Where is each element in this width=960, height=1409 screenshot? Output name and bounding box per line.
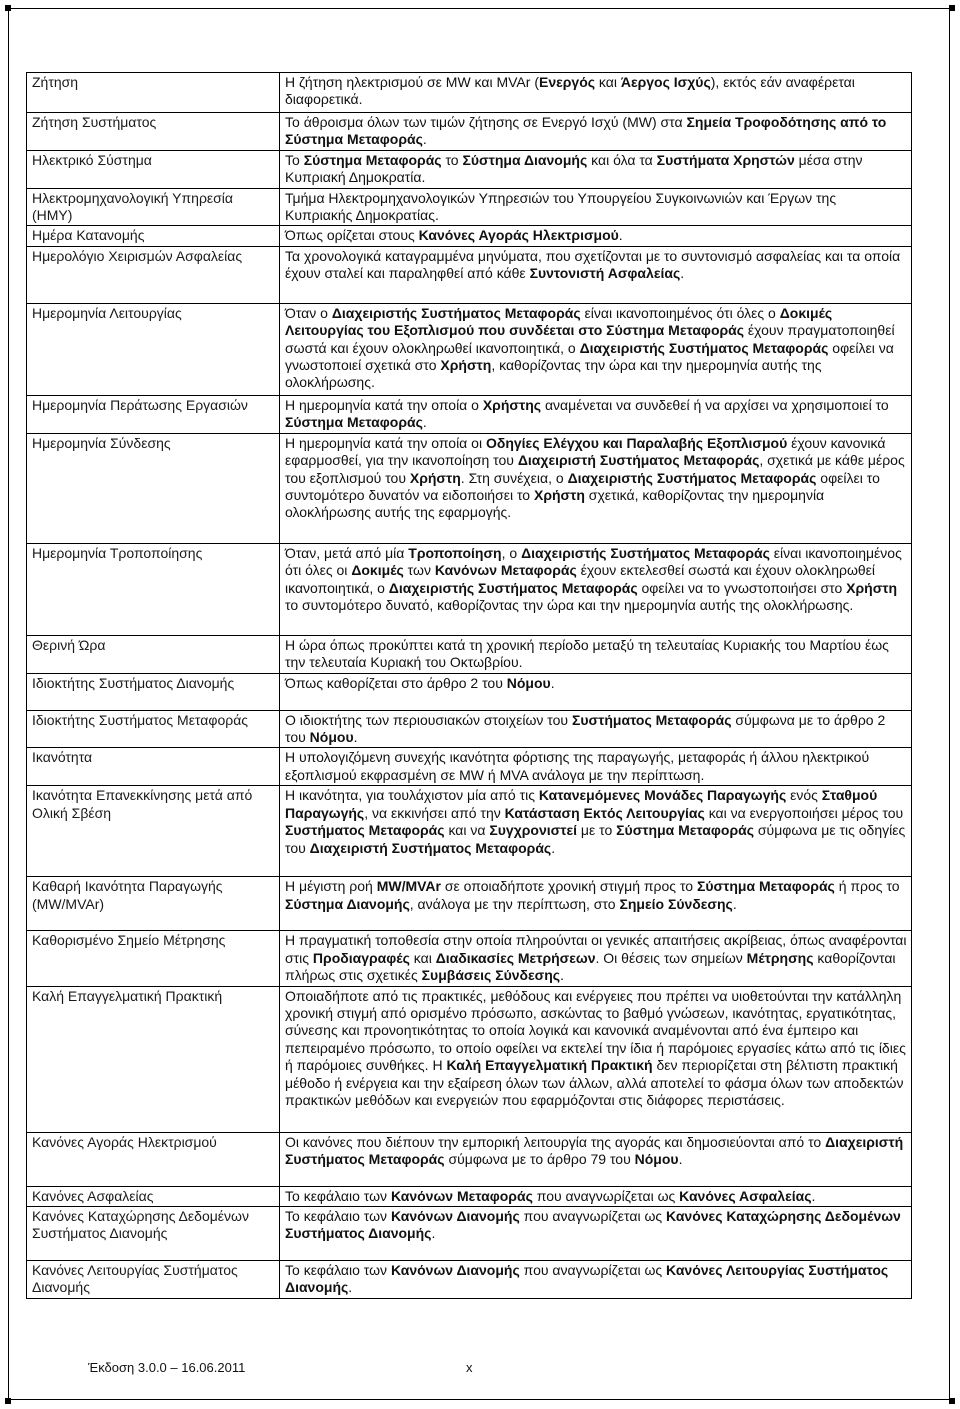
term-cell: Ιδιοκτήτης Συστήματος Μεταφοράς (27, 710, 280, 748)
term-cell: Ζήτηση (27, 73, 280, 113)
term-cell: Κανόνες Ασφαλείας (27, 1186, 280, 1206)
definition-cell: Η πραγματική τοποθεσία στην οποία πληρούνται οι γενικές απαιτήσεις ακρίβειας, όπως αναφέρονται στις Προδιαγραφές και Διαδικασίες Μετρήσεων. Οι θέσεις των σημείων Μέτρησης καθορίζονται πλήρως στις σχετικές Συμβάσεις Σύνδεσης. (280, 931, 912, 986)
definition-row (27, 748, 912, 786)
definition-row (27, 877, 912, 931)
definition-cell: Η ικανότητα, για τουλάχιστον μία από τις Κατανεμόμενες Μονάδες Παραγωγής ενός Σταθμού Παραγωγής, να εκκινήσει από την Κατάσταση Εκτός Λειτουργίας και να ενεργοποιήσει μέρος του Συστήματος Μεταφοράς και να Συγχρονιστεί με το Σύστημα Μεταφοράς σύμφωνα με τις οδηγίες του Διαχειριστή Συστήματος Μεταφοράς. (280, 786, 912, 877)
definition-row (27, 150, 912, 188)
term-cell: Ικανότητα (27, 748, 280, 786)
term-cell: Ηλεκτρικό Σύστημα (27, 150, 280, 188)
definition-row (27, 433, 912, 543)
definition-cell: Οποιαδήποτε από τις πρακτικές, μεθόδους και ενέργειες που πρέπει να υιοθετούνται την κατάλληλη χρονική στιγμή από ορισμένο πρόσωπο, ασκώντας το βαθμό γνώσεων, ικανότητας, εργατικότητας, σύνεσης και προνοητικότητας το οποία λογικά και κανονικά αναμένονται από ένα έμπειρο και πεπειραμένο πρόσωπο, το οποίο οφείλει να εκτελεί την ίδια ή παρόμοιες εργασίες κάτω από τις ίδιες ή παρόμοιες συνθήκες. Η Καλή Επαγγελματική Πρακτική δεν περιορίζεται στη βέλτιστη πρακτική μέθοδο ή ενέργεια και την εξαίρεση όλων των άλλων, αλλά αποτελεί το φάσμα όλων των αποδεκτών πρακτικών μεθόδων και ενεργειών που εφαρμόζονται στις διάφορες περιστάσεις. (280, 986, 912, 1132)
definition-cell: Το κεφάλαιο των Κανόνων Διανομής που αναγνωρίζεται ως Κανόνες Καταχώρησης Δεδομένων Συστήματος Διανομής. (280, 1206, 912, 1260)
version-label: Έκδοση 3.0.0 – 16.06.2011 (88, 1360, 246, 1375)
definition-cell: Όταν, μετά από μία Τροποποίηση, ο Διαχειριστής Συστήματος Μεταφοράς είναι ικανοποιημένος ότι όλες οι Δοκιμές των Κανόνων Μεταφοράς έχουν εκτελεσθεί σωστά και έχουν ολοκληρωθεί ικανοποιητικά, ο Διαχειριστής Συστήματος Μεταφοράς οφείλει να το γνωστοποιήσει στο Χρήστη το συντομότερο δυνατό, καθορίζοντας την ώρα και την ημερομηνία αυτής της ολοκλήρωσης. (280, 543, 912, 635)
term-cell: Καλή Επαγγελματική Πρακτική (27, 986, 280, 1132)
corner-mark (5, 1398, 11, 1404)
definition-cell: Όταν ο Διαχειριστής Συστήματος Μεταφοράς είναι ικανοποιημένος ότι όλες ο Δοκιμές Λειτουργίας του Εξοπλισμού που συνδέεται στο Σύστημα Μεταφοράς έχουν πραγματοποιηθεί σωστά και έχουν ολοκληρωθεί ικανοποιητικά, ο Διαχειριστής Συστήματος Μεταφοράς οφείλει να γνωστοποιεί σχετικά στο Χρήστη, καθορίζοντας την ώρα και την ημερομηνία αυτής της ολοκλήρωσης. (280, 303, 912, 395)
definition-cell: Όπως καθορίζεται στο άρθρο 2 του Νόμου. (280, 673, 912, 710)
definition-cell: Το κεφάλαιο των Κανόνων Μεταφοράς που αναγνωρίζεται ως Κανόνες Ασφαλείας. (280, 1186, 912, 1206)
term-cell: Κανόνες Καταχώρησης Δεδομένων Συστήματος Διανομής (27, 1206, 280, 1260)
page-number: x (466, 1360, 473, 1375)
term-cell: Ημερομηνία Σύνδεσης (27, 433, 280, 543)
definition-row (27, 226, 912, 246)
definition-cell: Ο ιδιοκτήτης των περιουσιακών στοιχείων του Συστήματος Μεταφοράς σύμφωνα με το άρθρο 2 του Νόμου. (280, 710, 912, 748)
definition-cell: Τμήμα Ηλεκτρομηχανολογικών Υπηρεσιών του Υπουργείου Συγκοινωνιών και Έργων της Κυπριακής Δημοκρατίας. (280, 188, 912, 226)
definition-cell: Το κεφάλαιο των Κανόνων Διανομής που αναγνωρίζεται ως Κανόνες Λειτουργίας Συστήματος Διανομής. (280, 1260, 912, 1298)
definition-row (27, 1260, 912, 1298)
definition-row (27, 1132, 912, 1186)
definition-cell: Η υπολογιζόμενη συνεχής ικανότητα φόρτισης της παραγωγής, μεταφοράς ή άλλου ηλεκτρικού εξοπλισμού εκφρασμένη σε MW ή MVA ανάλογα με την περίπτωση. (280, 748, 912, 786)
definition-row (27, 786, 912, 877)
definition-cell: Η ημερομηνία κατά την οποία οι Οδηγίες Ελέγχου και Παραλαβής Εξοπλισμού έχουν κανονικά εφαρμοσθεί, για την ικανοποίηση του Διαχειριστή Συστήματος Μεταφοράς, σχετικά με κάθε μέρος του εξοπλισμού του Χρήστη. Στη συνέχεια, ο Διαχειριστής Συστήματος Μεταφοράς οφείλει το συντομότερο δυνατόν να ειδοποιήσει το Χρήστη σχετικά, καθορίζοντας την ημερομηνία ολοκλήρωσης αυτής της εφαρμογής. (280, 433, 912, 543)
term-cell: Ημέρα Κατανομής (27, 226, 280, 246)
corner-mark (949, 5, 955, 11)
definition-row (27, 395, 912, 433)
term-cell: Ημερολόγιο Χειρισμών Ασφαλείας (27, 246, 280, 303)
term-cell: Ημερομηνία Περάτωσης Εργασιών (27, 395, 280, 433)
definition-row (27, 1186, 912, 1206)
definition-cell: Τα χρονολογικά καταγραμμένα μηνύματα, που σχετίζονται με το συντονισμό ασφαλείας και τα οποία έχουν σταλεί και παραληφθεί από κάθε Συντονιστή Ασφαλείας. (280, 246, 912, 303)
term-cell: Θερινή Ώρα (27, 635, 280, 673)
definition-row (27, 246, 912, 303)
definition-row (27, 188, 912, 226)
definition-cell: Το άθροισμα όλων των τιμών ζήτησης σε Ενεργό Ισχύ (MW) στα Σημεία Τροφοδότησης από το Σύστημα Μεταφοράς. (280, 113, 912, 151)
term-cell: Κανόνες Λειτουργίας Συστήματος Διανομής (27, 1260, 280, 1298)
definition-cell: Το Σύστημα Μεταφοράς το Σύστημα Διανομής και όλα τα Συστήματα Χρηστών μέσα στην Κυπριακή Δημοκρατία. (280, 150, 912, 188)
term-cell: Καθαρή Ικανότητα Παραγωγής (MW/MVAr) (27, 877, 280, 931)
definition-row (27, 986, 912, 1132)
definition-cell: Οι κανόνες που διέπουν την εμπορική λειτουργία της αγοράς και δημοσιεύονται από το Διαχειριστή Συστήματος Μεταφοράς σύμφωνα με το άρθρο 79 του Νόμου. (280, 1132, 912, 1186)
corner-mark (5, 5, 11, 11)
term-cell: Ζήτηση Συστήματος (27, 113, 280, 151)
definition-row (27, 73, 912, 113)
corner-mark (949, 1398, 955, 1404)
definition-cell: Η ζήτηση ηλεκτρισμού σε MW και MVAr (Ενεργός και Άεργος Ισχύς), εκτός εάν αναφέρεται διαφορετικά. (280, 73, 912, 113)
definition-cell: Όπως ορίζεται στους Κανόνες Αγοράς Ηλεκτρισμού. (280, 226, 912, 246)
term-cell: Ημερομηνία Τροποποίησης (27, 543, 280, 635)
term-cell: Ηλεκτρομηχανολογική Υπηρεσία (ΗΜΥ) (27, 188, 280, 226)
definition-row (27, 113, 912, 151)
definition-row (27, 543, 912, 635)
term-cell: Κανόνες Αγοράς Ηλεκτρισμού (27, 1132, 280, 1186)
definition-cell: Η μέγιστη ροή MW/MVAr σε οποιαδήποτε χρονική στιγμή προς το Σύστημα Μεταφοράς ή προς το Σύστημα Διανομής, ανάλογα με την περίπτωση, στο Σημείο Σύνδεσης. (280, 877, 912, 931)
term-cell: Ημερομηνία Λειτουργίας (27, 303, 280, 395)
definition-row (27, 673, 912, 710)
definition-row (27, 931, 912, 986)
definition-row (27, 635, 912, 673)
definition-cell: Η ημερομηνία κατά την οποία ο Χρήστης αναμένεται να συνδεθεί ή να αρχίσει να χρησιμοποιεί το Σύστημα Μεταφοράς. (280, 395, 912, 433)
term-cell: Ικανότητα Επανεκκίνησης μετά από Ολική Σβέση (27, 786, 280, 877)
definition-cell: Η ώρα όπως προκύπτει κατά τη χρονική περίοδο μεταξύ τη τελευταίας Κυριακής του Μαρτίου έως την τελευταία Κυριακή του Οκτωβρίου. (280, 635, 912, 673)
term-cell: Καθορισμένο Σημείο Μέτρησης (27, 931, 280, 986)
definition-row (27, 710, 912, 748)
term-cell: Ιδιοκτήτης Συστήματος Διανομής (27, 673, 280, 710)
definition-row (27, 1206, 912, 1260)
definitions-table (26, 72, 912, 1299)
definition-row (27, 303, 912, 395)
